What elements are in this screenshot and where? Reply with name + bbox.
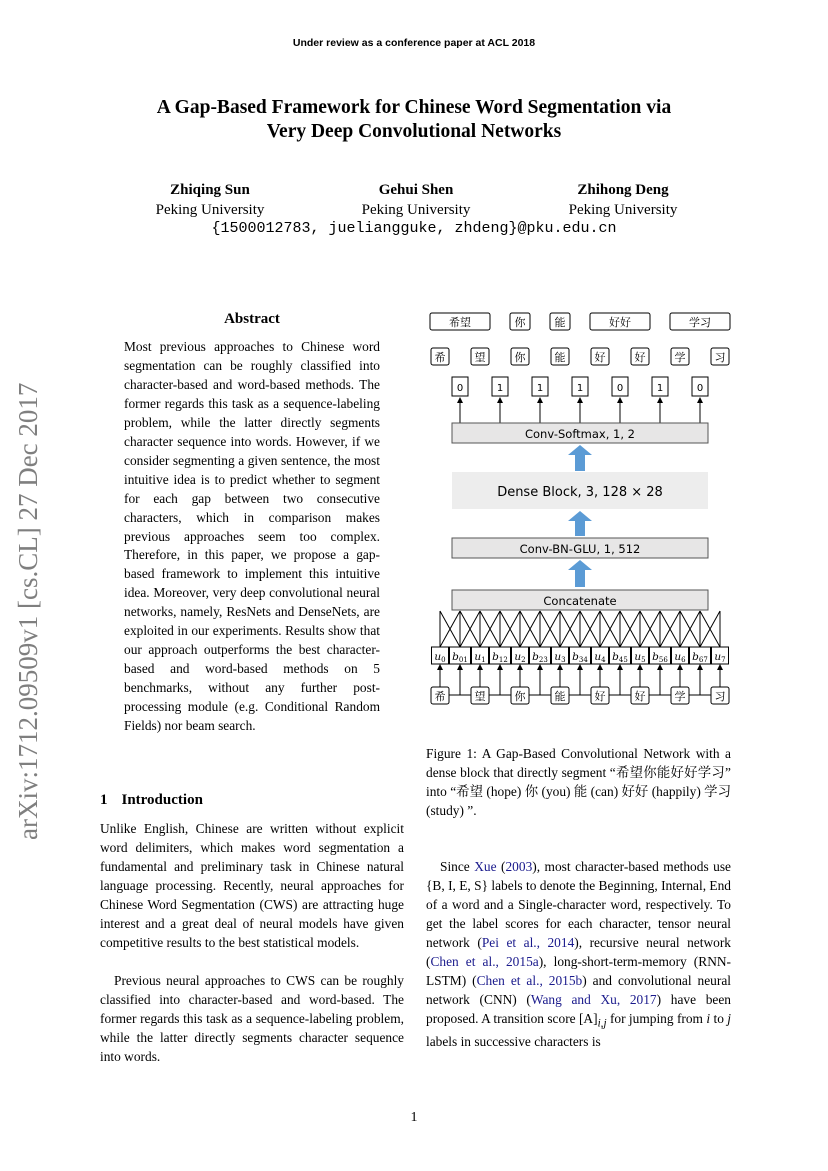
concatenate-label: Concatenate	[543, 594, 617, 608]
author-affiliation: Peking University	[361, 202, 471, 218]
u-vector-label: u2	[514, 651, 526, 664]
char-label: 学	[674, 351, 686, 364]
word-label: 你	[514, 316, 526, 329]
author-affiliation: Peking University	[155, 202, 265, 218]
word-label: 能	[554, 316, 566, 329]
title-line-1: A Gap-Based Framework for Chinese Word Segmentation via	[156, 97, 672, 118]
author-2	[316, 180, 516, 220]
word-label: 希望	[449, 316, 471, 329]
author-name: Gehui Shen	[378, 182, 454, 198]
citation-link[interactable]: Chen et al., 2015b	[476, 972, 583, 988]
gap-label: 0	[616, 383, 624, 394]
b-vector-label: b12	[492, 651, 508, 664]
u-vector-label: u7	[714, 651, 726, 664]
char-label: 能	[554, 351, 566, 364]
intro-paragraph-2: Previous neural approaches to CWS can be roughly classified into character-based and word-based. The former regards this task as a sequence-labeling problem, while the latter directly segments character sequence into words.	[100, 973, 404, 1064]
author-name: Zhihong Deng	[577, 182, 669, 198]
char-label: 望	[474, 351, 486, 364]
citation-link[interactable]: Pei et al., 2014	[481, 934, 575, 950]
figure-1-diagram	[420, 305, 740, 715]
paper-title	[80, 96, 748, 144]
arxiv-stamp: arXiv:1712.09509v1 [cs.CL] 27 Dec 2017	[13, 382, 43, 840]
intro-paragraph-1: Unlike English, Chinese are written without explicit word delimiters, which makes word segmentation a fundamental and preliminary task in Chinese natural language processing. Recently, neural approaches for Chinese Word Segmentation (CWS) are attracting huge interest and a great deal of neural models have given competitive results to the best statistical models.	[100, 821, 404, 950]
b-vector-label: b45	[612, 651, 628, 664]
u-vector-label: u4	[594, 651, 606, 664]
u-vector-label: u1	[474, 651, 486, 664]
char-label: 习	[714, 351, 726, 364]
abstract-heading: Abstract	[224, 311, 280, 327]
input-char-label: 学	[674, 690, 686, 703]
input-char-label: 希	[434, 690, 446, 703]
u-vector-label: u6	[674, 651, 686, 664]
gap-label: 1	[656, 383, 664, 394]
blue-up-arrow	[568, 511, 592, 536]
input-char-label: 能	[554, 690, 566, 703]
gap-label: 0	[696, 383, 704, 394]
figure-caption: Figure 1: A Gap-Based Convolutional Network with a dense block that directly segment “希望你能好好学习” into “希望 (hope) 你 (you) 能 (can) 好好 (happily) 学习 (study) ”.	[426, 746, 731, 818]
word-label: 好好	[609, 316, 631, 329]
b-vector-label: b67	[692, 651, 708, 664]
word-label: 学习	[689, 316, 711, 329]
citation-link[interactable]: Wang and Xu, 2017	[530, 991, 657, 1007]
b-vector-label: b23	[532, 651, 548, 664]
u-vector-label: u0	[434, 651, 446, 664]
title-line-2: Very Deep Convolutional Networks	[266, 121, 562, 142]
b-vector-label: b34	[572, 651, 588, 664]
citation-link[interactable]: Chen et al., 2015a	[430, 953, 539, 969]
u-vector-label: u5	[634, 651, 646, 664]
author-affiliation: Peking University	[568, 202, 678, 218]
char-label: 希	[434, 351, 446, 364]
gap-label: 1	[576, 383, 584, 394]
author-1	[110, 180, 310, 220]
section-title: Introduction	[121, 792, 203, 808]
gap-label: 1	[536, 383, 544, 394]
u-vector-label: u3	[554, 651, 566, 664]
input-char-label: 好	[634, 690, 646, 703]
char-label: 好	[634, 351, 646, 364]
input-char-label: 习	[714, 690, 726, 703]
citation-link[interactable]: Xue	[474, 859, 497, 874]
author-email: {1500012783, juelianggukе, zhdeng}@pku.edu.cn	[211, 220, 617, 237]
dense-block-label: Dense Block, 3, 128 × 28	[497, 485, 663, 500]
section-number: 1	[100, 792, 108, 808]
right-column-paragraph: Since Xue (2003), most character-based methods use {B, I, E, S} labels to denote the Beginning, Internal, End of a word and a Single-character word, respectively. To get the label scores for each character, tensor neural network (Pei et al., 2014), recursive neural network (Chen et al., 2015a), long-short-term-memory (RNN-LSTM) (Chen et al., 2015b) and convolutional neural network (CNN) (Wang and Xu, 2017) have been proposed. A transition score $[A]_{i,j}$ for jumping from i to j labels in successive characters is	[426, 859, 731, 1050]
running-header: Under review as a conference paper at ACL 2018	[292, 37, 536, 49]
blue-up-arrow	[568, 560, 592, 587]
page-number: 1	[410, 1110, 418, 1125]
conv-bn-glu-label: Conv-BN-GLU, 1, 512	[519, 542, 641, 556]
abstract-text: Most previous approaches to Chinese word segmentation can be roughly classified into character-based and word-based methods. The former regards this task as a sequence-labeling problem, while the latter directly segments character sequence into words. However, if we consider segmenting a given sentence, the most intuitive idea is to predict whether to segment for each gap between two consecutive characters, which in comparison makes previous approaches seem too complex. Therefore, in this paper, we propose a gap-based framework to implement this intuitive idea. Moreover, very deep convolutional neural networks, namely, ResNets and DenseNets, are exploited in our experiments. Results show that our approach outperforms the best character-based and word-based methods on 5 benchmarks, without any further post-processing module (e.g. Conditional Random Fields) nor beam search.	[124, 339, 380, 734]
input-char-label: 好	[594, 690, 606, 703]
char-label: 好	[594, 351, 606, 364]
author-name: Zhiqing Sun	[170, 182, 250, 198]
b-vector-label: b56	[652, 651, 668, 664]
char-label: 你	[514, 351, 526, 364]
section-heading	[100, 792, 203, 809]
gap-label: 0	[456, 383, 464, 394]
conv-softmax-label: Conv-Softmax, 1, 2	[524, 427, 636, 441]
b-vector-label: b01	[452, 651, 468, 664]
author-3	[523, 180, 723, 220]
input-char-label: 望	[474, 690, 486, 703]
blue-up-arrow	[568, 445, 592, 471]
citation-link[interactable]: 2003	[505, 859, 533, 874]
input-char-label: 你	[514, 690, 526, 703]
gap-label: 1	[496, 383, 504, 394]
